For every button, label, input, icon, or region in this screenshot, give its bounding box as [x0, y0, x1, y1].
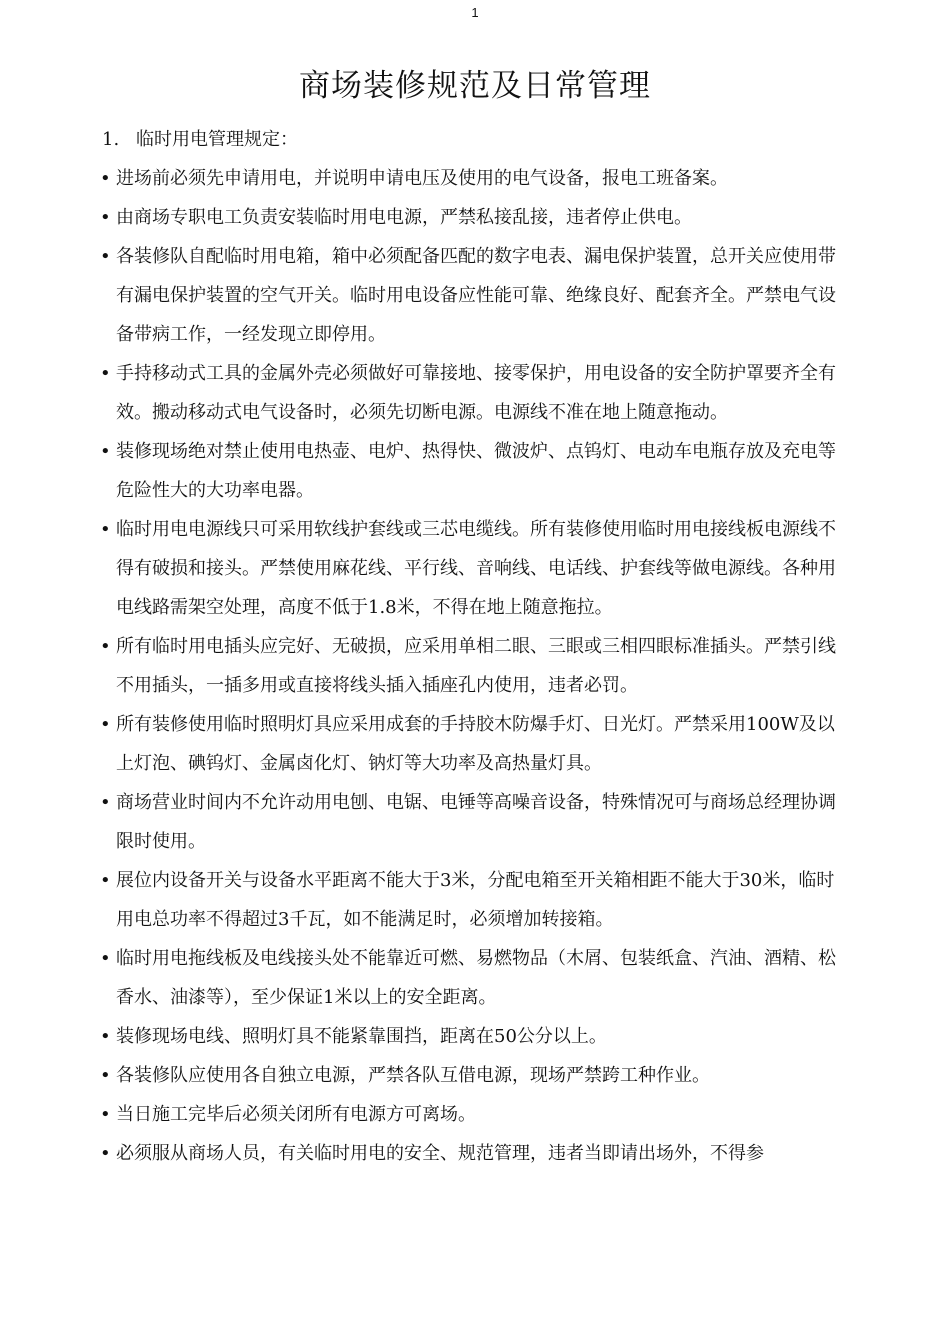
- rule-text: 临时用电电源线只可采用软线护套线或三芯电缆线。所有装修使用临时用电接线板电源线不得有破损和接头。严禁使用麻花线、平行线、音响线、电话线、护套线等做电源线。各种用电线路需架空处理，高度不低于1.8米，不得在地上随意拖拉。: [116, 519, 836, 618]
- bullet-icon: •: [100, 870, 111, 891]
- rule-text: 各装修队应使用各自独立电源，严禁各队互借电源，现场严禁跨工种作业。: [116, 1065, 710, 1086]
- rule-item: [100, 198, 845, 237]
- rule-item: [100, 159, 845, 198]
- rule-item: [100, 1056, 845, 1095]
- page-number: 1: [471, 5, 479, 20]
- document-title: 商场装修规范及日常管理: [299, 68, 651, 104]
- section-number: 1.: [102, 129, 120, 150]
- bullet-icon: •: [100, 636, 111, 657]
- rule-item: [100, 627, 845, 705]
- rule-text: 进场前必须先申请用电，并说明申请电压及使用的电气设备，报电工班备案。: [116, 168, 728, 189]
- rule-text: 各装修队自配临时用电箱，箱中必须配备匹配的数字电表、漏电保护装置，总开关应使用带有漏电保护装置的空气开关。临时用电设备应性能可靠、绝缘良好、配套齐全。严禁电气设备带病工作，一经发现立即停用。: [116, 246, 836, 345]
- rules-list: [100, 159, 845, 1173]
- bullet-icon: •: [100, 246, 111, 267]
- bullet-icon: •: [100, 948, 111, 969]
- rule-text: 装修现场电线、照明灯具不能紧靠围挡，距离在50公分以上。: [116, 1026, 607, 1047]
- rule-text: 由商场专职电工负责安装临时用电电源，严禁私接乱接，违者停止供电。: [116, 207, 692, 228]
- rule-item: [100, 705, 845, 783]
- rule-text: 手持移动式工具的金属外壳必须做好可靠接地、接零保护，用电设备的安全防护罩要齐全有效。搬动移动式电气设备时，必须先切断电源。电源线不准在地上随意拖动。: [116, 363, 836, 423]
- bullet-icon: •: [100, 168, 111, 189]
- rule-item: [100, 354, 845, 432]
- rule-item: [100, 510, 845, 627]
- rule-text: 装修现场绝对禁止使用电热壶、电炉、热得快、微波炉、点钨灯、电动车电瓶存放及充电等危险性大的大功率电器。: [116, 441, 836, 501]
- bullet-icon: •: [100, 1143, 111, 1164]
- rule-text: 商场营业时间内不允许动用电刨、电锯、电锤等高噪音设备，特殊情况可与商场总经理协调限时使用。: [116, 792, 836, 852]
- bullet-icon: •: [100, 441, 111, 462]
- bullet-icon: •: [100, 714, 111, 735]
- section-heading-text: 临时用电管理规定：: [136, 129, 298, 150]
- bullet-icon: •: [100, 363, 111, 384]
- bullet-icon: •: [100, 1065, 111, 1086]
- rule-item: [100, 432, 845, 510]
- rule-item: [100, 1134, 845, 1173]
- rule-item: [100, 939, 845, 1017]
- rule-text: 展位内设备开关与设备水平距离不能大于3米，分配电箱至开关箱相距不能大于30米，临时用电总功率不得超过3千瓦，如不能满足时，必须增加转接箱。: [116, 870, 835, 930]
- document-body: [100, 120, 845, 1173]
- bullet-icon: •: [100, 1104, 111, 1125]
- rule-item: [100, 1095, 845, 1134]
- bullet-icon: •: [100, 519, 111, 540]
- rule-text: 所有临时用电插头应完好、无破损，应采用单相二眼、三眼或三相四眼标准插头。严禁引线不用插头，一插多用或直接将线头插入插座孔内使用，违者必罚。: [116, 636, 836, 696]
- rule-item: [100, 861, 845, 939]
- bullet-icon: •: [100, 792, 111, 813]
- rule-text: 当日施工完毕后必须关闭所有电源方可离场。: [116, 1104, 476, 1125]
- rule-text: 所有装修使用临时照明灯具应采用成套的手持胶木防爆手灯、日光灯。严禁采用100W及以上灯泡、碘钨灯、金属卤化灯、钠灯等大功率及高热量灯具。: [116, 714, 835, 774]
- rule-item: [100, 237, 845, 354]
- rule-text: 必须服从商场人员，有关临时用电的安全、规范管理，违者当即请出场外，不得参: [116, 1143, 764, 1164]
- section-heading: [100, 120, 845, 159]
- rule-item: [100, 783, 845, 861]
- rule-item: [100, 1017, 845, 1056]
- bullet-icon: •: [100, 207, 111, 228]
- rule-text: 临时用电拖线板及电线接头处不能靠近可燃、易燃物品（木屑、包装纸盒、汽油、酒精、松香水、油漆等），至少保证1米以上的安全距离。: [116, 948, 836, 1008]
- bullet-icon: •: [100, 1026, 111, 1047]
